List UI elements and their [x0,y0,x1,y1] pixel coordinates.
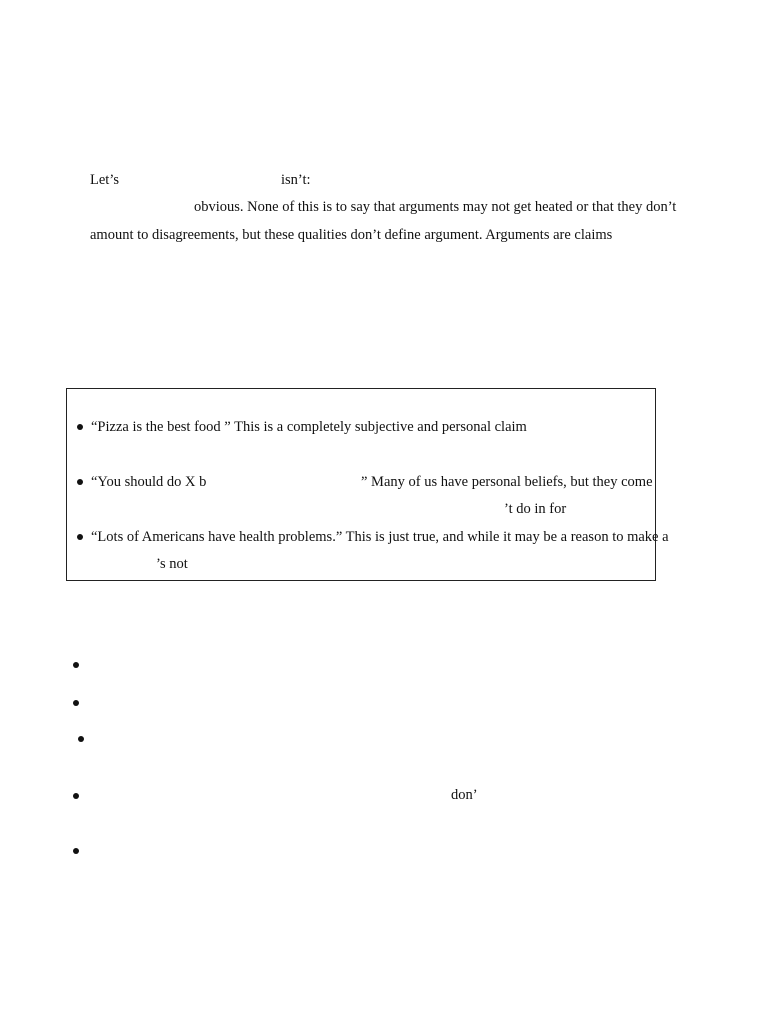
bullet-icon [77,424,83,430]
paragraph-line1-end: isn’t: [281,172,311,188]
examples-box [66,388,669,581]
paragraph-line2: obvious. None of this is to say that arguments may not get heated or that they don’t [194,199,677,215]
paragraph-line3: amount to disagreements, but these qualities don’t define argument. Arguments are claims [90,227,613,243]
bullet-icon [73,793,79,799]
box-item-3-text-end: ’s not [156,556,188,572]
bullet-icon [78,736,84,742]
paragraph-line1-start: Let’s [90,172,119,188]
bullet-icon [73,662,79,668]
bullet-icon [73,700,79,706]
box-item-2-text-end: ’t do in for [504,501,567,517]
bullet-icon [77,534,83,540]
bullet-icon [77,479,83,485]
box-item-3-text: “Lots of Americans have health problems.” This is just true, and while it may be a reason to make a [91,529,669,545]
box-item-2-text-start: “You should do X b [91,474,207,490]
bullet-icon [73,848,79,854]
list-item-text: don’ [451,787,478,803]
box-item-1-text: “Pizza is the best food ” This is a completely subjective and personal claim [91,419,527,435]
box-item-2-text-middle: ” Many of us have personal beliefs, but they come [361,474,653,490]
